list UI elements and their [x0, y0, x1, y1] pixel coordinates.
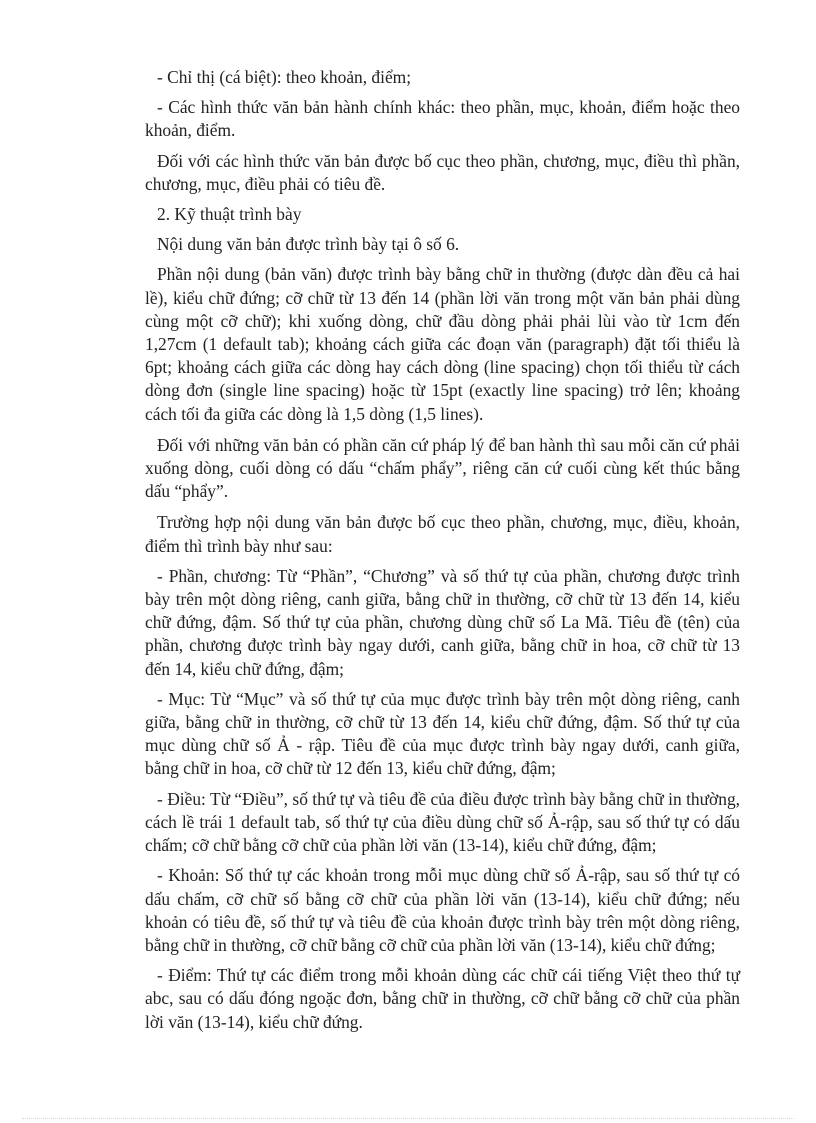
- paragraph-can-cu-phap-ly: Đối với những văn bản có phần căn cứ pháp lý để ban hành thì sau mỗi căn cứ phải xuống dòng, cuối dòng có dấu “chấm phẩy”, riêng căn cứ cuối cùng kết thúc bằng dấu “phẩy”.: [145, 434, 740, 502]
- list-item-khoan: - Khoản: Số thứ tự các khoản trong mỗi mục dùng chữ số Ả-rập, sau số thứ tự có dấu chấm, cỡ chữ số bằng cỡ chữ của phần lời văn (13-14), kiểu chữ đứng; nếu khoản có tiêu đề, số thứ tự và tiêu đề của khoản được trình bày trên một dòng riêng, bằng chữ in thường, cỡ chữ bằng cỡ chữ của phần lời văn (13-14), kiểu chữ đứng;: [145, 865, 740, 955]
- list-item-muc: - Mục: Từ “Mục” và số thứ tự của mục được trình bày trên một dòng riêng, canh giữa, bằng chữ in thường, cỡ chữ từ 13 đến 14, kiểu chữ đứng, đậm. Số thứ tự của mục dùng chữ số Ả - rập. Tiêu đề của mục được trình bày ngay dưới, canh giữa, bằng chữ in hoa, cỡ chữ từ 12 đến 13, kiểu chữ đứng, đậm;: [145, 688, 740, 779]
- list-item-diem: - Điểm: Thứ tự các điểm trong mỗi khoản dùng các chữ cái tiếng Việt theo thứ tự abc, sau có dấu đóng ngoặc đơn, bằng chữ in thường, cỡ chữ bằng cỡ chữ của phần lời văn (13-14), kiểu chữ đứng.: [145, 965, 740, 1032]
- section-heading-ky-thuat: 2. Kỹ thuật trình bày: [157, 204, 302, 225]
- paragraph-tieu-de: Đối với các hình thức văn bản được bố cục theo phần, chương, mục, điều thì phần, chương, mục, điều phải có tiêu đề.: [145, 150, 740, 194]
- paragraph-truong-hop: Trường hợp nội dung văn bản được bố cục theo phần, chương, mục, điều, khoản, điểm thì trình bày như sau:: [145, 512, 740, 556]
- list-item-phan-chuong: - Phần, chương: Từ “Phần”, “Chương” và số thứ tự của phần, chương được trình bày trên một dòng riêng, canh giữa, bằng chữ in thường, cỡ chữ từ 13 đến 14, kiểu chữ đứng, đậm. Số thứ tự của phần, chương dùng chữ số La Mã. Tiêu đề (tên) của phần, chương được trình bày ngay dưới, canh giữa, bằng chữ in hoa, cỡ chữ từ 13 đến 14, kiểu chữ đứng, đậm;: [145, 565, 740, 679]
- paragraph-chi-thi: - Chỉ thị (cá biệt): theo khoản, điểm;: [157, 67, 412, 87]
- paragraph-phan-noi-dung: Phần nội dung (bản văn) được trình bày bằng chữ in thường (được dàn đều cả hai lề), kiểu chữ đứng; cỡ chữ từ 13 đến 14 (phần lời văn trong một văn bản phải dùng cùng một cỡ chữ); khi xuống dòng, chữ đầu dòng phải phải lùi vào từ 1cm đến 1,27cm (1 default tab); khoảng cách giữa các đoạn văn (paragraph) đặt tối thiểu là 6pt; khoảng cách giữa các dòng hay cách dòng (line spacing) chọn tối thiểu từ cách dòng đơn (single line spacing) hoặc từ 15pt (exactly line spacing) trở lên; khoảng cách tối đa giữa các dòng là 1,5 dòng (1,5 lines).: [145, 264, 740, 424]
- paragraph-van-ban-hanh-chinh: - Các hình thức văn bản hành chính khác: theo phần, mục, khoản, điểm hoặc theo khoản, điểm.: [145, 97, 740, 141]
- document-body: [145, 66, 740, 1041]
- paragraph-o-so-6: Nội dung văn bản được trình bày tại ô số 6.: [157, 234, 460, 255]
- list-item-dieu: - Điều: Từ “Điều”, số thứ tự và tiêu đề của điều được trình bày bằng chữ in thường, cách lề trái 1 default tab, số thứ tự của điều dùng chữ số Ả-rập, sau số thứ tự có dấu chấm; cỡ chữ bằng cỡ chữ của phần lời văn (13-14), kiểu chữ đứng, đậm;: [145, 788, 740, 856]
- page-bottom-divider: [22, 1118, 794, 1119]
